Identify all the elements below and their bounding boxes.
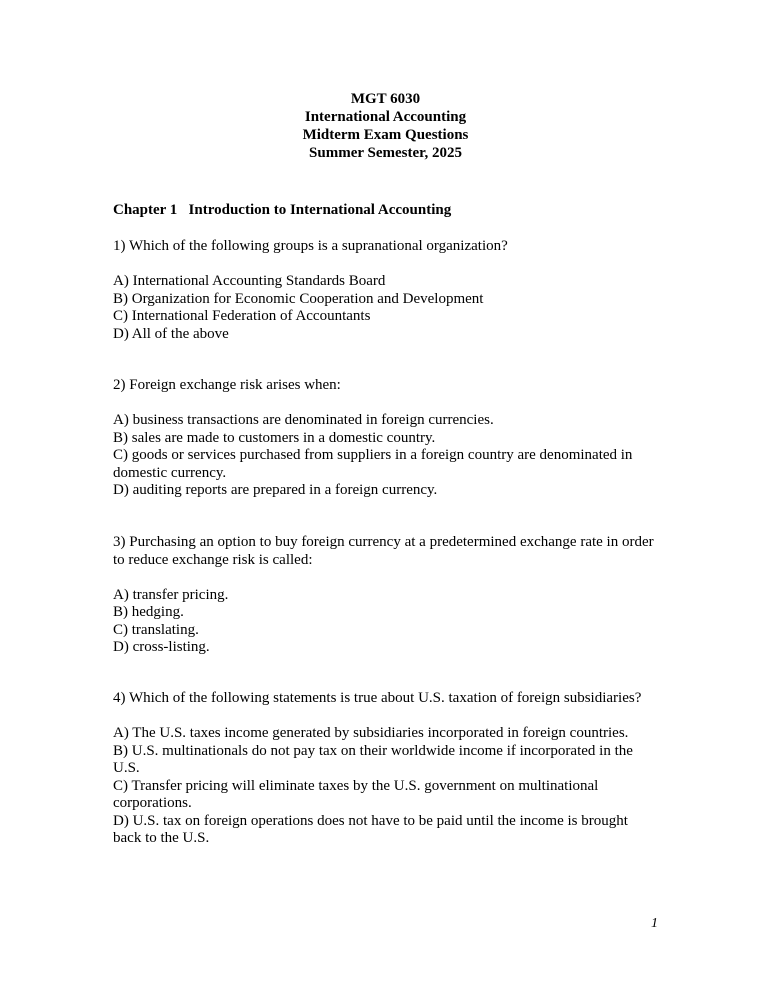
question-stem: 4) Which of the following statements is true about U.S. taxation of foreign subsidiaries?: [113, 690, 642, 706]
question-3: [113, 534, 658, 657]
option-a: A) business transactions are denominated in foreign currencies.: [113, 412, 494, 428]
answer-options: [113, 273, 658, 343]
option-d: D) U.S. tax on foreign operations does not have to be paid until the income is brought back to the U.S.: [113, 812, 628, 846]
option-a: A) International Accounting Standards Board: [113, 273, 386, 289]
question-1: [113, 238, 658, 343]
option-b: B) Organization for Economic Cooperation and Development: [113, 290, 484, 307]
option-d: D) cross-listing.: [113, 639, 210, 655]
option-a: A) transfer pricing.: [113, 586, 229, 603]
question-4: [113, 690, 658, 848]
option-b: B) hedging.: [113, 604, 184, 620]
course-code: MGT 6030: [350, 91, 421, 107]
question-stem: 2) Foreign exchange risk arises when:: [113, 377, 341, 393]
option-d: D) All of the above: [113, 325, 229, 342]
option-c: C) International Federation of Accountants: [113, 308, 371, 324]
course-title: International Accounting: [304, 109, 467, 125]
page-number: 1: [651, 916, 658, 931]
option-d: D) auditing reports are prepared in a foreign currency.: [113, 482, 438, 498]
answer-options: [113, 725, 658, 848]
answer-options: [113, 412, 658, 500]
question-stem: 3) Purchasing an option to buy foreign currency at a predetermined exchange rate in order to reduce exchange risk is called:: [113, 534, 654, 568]
document-page: [113, 0, 658, 994]
exam-title: Midterm Exam Questions: [302, 127, 469, 143]
question-2: [113, 377, 658, 500]
chapter-heading: Chapter 1 Introduction to International Accounting: [113, 202, 452, 218]
option-b: B) U.S. multinationals do not pay tax on their worldwide income if incorporated in the U.S.: [113, 742, 633, 776]
answer-options: [113, 587, 658, 657]
option-a: A) The U.S. taxes income generated by subsidiaries incorporated in foreign countries.: [113, 725, 629, 741]
semester: Summer Semester, 2025: [309, 145, 462, 161]
option-c: C) translating.: [113, 621, 199, 638]
option-c: C) goods or services purchased from suppliers in a foreign country are denominated in domestic currency.: [113, 447, 633, 481]
question-stem: 1) Which of the following groups is a supranational organization?: [113, 238, 508, 254]
option-b: B) sales are made to customers in a domestic country.: [113, 429, 436, 446]
document-header: [113, 90, 658, 162]
option-c: C) Transfer pricing will eliminate taxes by the U.S. government on multinational corporations.: [113, 777, 599, 811]
